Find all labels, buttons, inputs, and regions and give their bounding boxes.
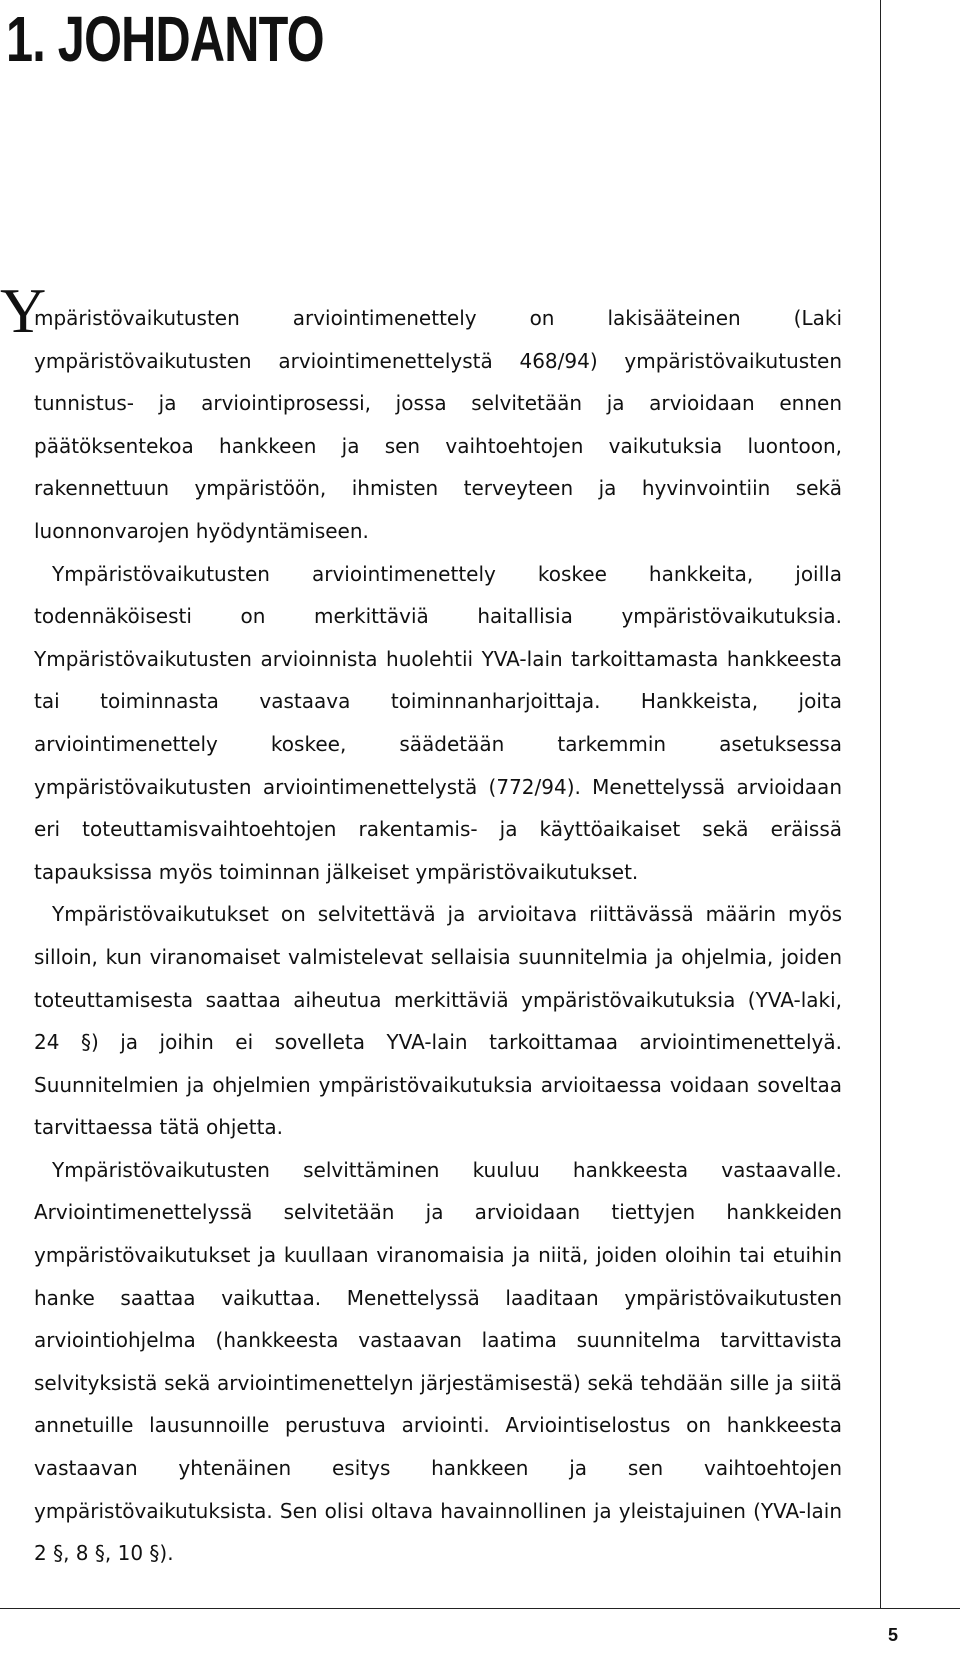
chapter-body	[0, 275, 842, 1575]
footer-rule	[0, 1608, 960, 1609]
paragraph-2: Ympäristövaikutusten arviointimenettely koskee hankkeita, joilla todennäköisesti on merkittäviä haitallisia ympäristövaikutuksia. Ympäristövaikutusten arvioinnista huolehtii YVA-lain tarkoittamasta hankkeesta tai toiminnasta vastaava toiminnanharjoittaja. Hankkeista, joita arviointimenettely koskee, säädetään tarkemmin asetuksessa ympäristövaikutusten arviointimenettelystä (772/94). Menettelyssä arvioidaan eri toteuttamisvaihtoehtojen rakentamis- ja käyttöaikaiset sekä eräissä tapauksissa myös toiminnan jälkeiset ympäristövaikutukset.	[34, 561, 842, 884]
paragraph-4: Ympäristövaikutusten selvittäminen kuuluu hankkeesta vastaavalle. Arviointimenettelyssä selvitetään ja arvioidaan tiettyjen hankkeiden ympäristövaikutukset ja kuullaan viranomaisia ja niitä, joiden oloihin tai etuihin hanke saattaa vaikuttaa. Menettelyssä laaditaan ympäristövaikutusten arviointiohjelma (hankkeesta vastaavan laatima suunnitelma tarvittavista selvityksistä sekä arviointimenettelyn järjestämisestä) sekä tehdään sille ja siitä annetuille lausunnoille perustuva arviointi. Arviointiselostus on hankkeesta vastaavan yhtenäinen esitys hankkeen ja sen vaihtoehtojen ympäristövaikutuksista. Sen olisi oltava havainnollinen ja yleistajuinen (YVA-lain 2 §, 8 §, 10 §).	[34, 1157, 842, 1566]
paragraph-3: Ympäristövaikutukset on selvitettävä ja arvioitava riittävässä määrin myös silloin, kun viranomaiset valmistelevat sellaisia suunnitelmia ja ohjelmia, joiden toteuttamisesta saattaa aiheutua merkittäviä ympäristövaikutuksia (YVA-laki, 24 §) ja joihin ei sovelleta YVA-lain tarkoittamaa arviointimenettelyä. Suunnitelmien ja ohjelmien ympäristövaikutuksia arvioitaessa voidaan soveltaa tarvittaessa tätä ohjetta.	[34, 902, 842, 1140]
chapter-heading: 1. JOHDANTO	[6, 3, 324, 75]
paragraph-1	[0, 275, 842, 553]
vertical-margin-rule	[880, 0, 881, 1608]
page-number: 5	[888, 1625, 899, 1645]
paragraph-1-text: mpäristövaikutusten arviointimenettely on lakisääteinen (Laki ympäristövaikutusten arviointimenettelystä 468/94) ympäristövaikutusten tunnistus- ja arviointiprosessi, jossa selvitetään ja arvioidaan ennen päätöksentekoa hankkeen ja sen vaihtoehtojen vaikutuksia luontoon, rakennettuun ympäristöön, ihmisten terveyteen ja hyvinvointiin sekä luonnonvarojen hyödyntämiseen.	[34, 306, 842, 543]
drop-cap-letter: Y	[0, 275, 47, 346]
